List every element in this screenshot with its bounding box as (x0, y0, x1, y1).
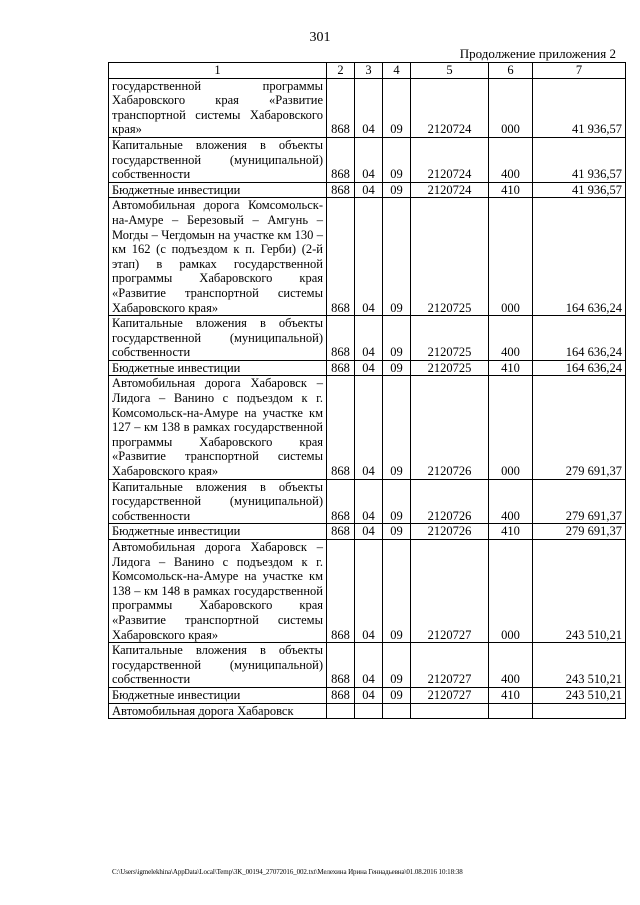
header-cell: 6 (489, 63, 533, 79)
code-cell: 2120724 (411, 137, 489, 182)
col3-cell: 04 (355, 360, 383, 376)
name-cell: Бюджетные инвестиции (109, 687, 327, 703)
type-cell: 000 (489, 540, 533, 643)
col4-cell: 09 (383, 643, 411, 688)
name-cell: Бюджетные инвестиции (109, 182, 327, 198)
col2-cell: 868 (327, 376, 355, 479)
header-cell: 5 (411, 63, 489, 79)
continuation-label: Продолжение приложения 2 (459, 46, 616, 61)
code-cell: 2120724 (411, 182, 489, 198)
col3-cell: 04 (355, 479, 383, 524)
col2-cell: 868 (327, 643, 355, 688)
code-cell (411, 703, 489, 719)
col4-cell: 09 (383, 360, 411, 376)
type-cell: 410 (489, 524, 533, 540)
name-cell: Автомобильная дорога Хабаровск (109, 703, 327, 719)
type-cell: 400 (489, 479, 533, 524)
col2-cell (327, 703, 355, 719)
budget-table-container (108, 62, 626, 719)
code-cell: 2120726 (411, 524, 489, 540)
type-cell: 400 (489, 316, 533, 361)
code-cell: 2120727 (411, 540, 489, 643)
col2-cell: 868 (327, 479, 355, 524)
amount-cell: 279 691,37 (533, 524, 626, 540)
amount-cell: 41 936,57 (533, 78, 626, 137)
table-row (109, 643, 626, 688)
header-cell: 3 (355, 63, 383, 79)
table-row (109, 360, 626, 376)
type-cell: 000 (489, 198, 533, 316)
code-cell: 2120724 (411, 78, 489, 137)
col3-cell: 04 (355, 78, 383, 137)
code-cell: 2120727 (411, 643, 489, 688)
col2-cell: 868 (327, 687, 355, 703)
col4-cell (383, 703, 411, 719)
amount-cell: 243 510,21 (533, 687, 626, 703)
table-row (109, 703, 626, 719)
col3-cell: 04 (355, 643, 383, 688)
amount-cell: 164 636,24 (533, 316, 626, 361)
col3-cell: 04 (355, 182, 383, 198)
name-cell: Автомобильная дорога Комсомольск-на-Амуре – Березовый – Амгунь – Могды – Чегдомын на участке км 130 – км 162 (с подъездом к п. Герби) (2-й этап) в рамках государственной программы Хабаровского края «Развитие транспортной системы Хабаровского края» (109, 198, 327, 316)
header-cell: 1 (109, 63, 327, 79)
header-cell: 7 (533, 63, 626, 79)
col4-cell: 09 (383, 182, 411, 198)
footer-file-path: C:\Users\igmelekhina\AppData\Local\Temp\3K_00194_27072016_002.txt\Мелехина Ирина Геннадьевна\01.08.2016 10:18:38 (112, 868, 463, 876)
name-cell: Автомобильная дорога Хабаровск – Лидога – Ванино с подъездом к г. Комсомольск-на-Амуре на участке км 138 – км 148 в рамках государственной программы Хабаровского края «Развитие транспортной системы Хабаровского края» (109, 540, 327, 643)
col2-cell: 868 (327, 360, 355, 376)
amount-cell: 243 510,21 (533, 643, 626, 688)
col3-cell: 04 (355, 524, 383, 540)
col3-cell: 04 (355, 376, 383, 479)
code-cell: 2120726 (411, 376, 489, 479)
code-cell: 2120726 (411, 479, 489, 524)
amount-cell: 41 936,57 (533, 137, 626, 182)
amount-cell: 164 636,24 (533, 360, 626, 376)
table-row (109, 687, 626, 703)
table-row (109, 137, 626, 182)
type-cell: 000 (489, 376, 533, 479)
name-cell: государственной программы Хабаровского края «Развитие транспортной системы Хабаровского края» (109, 78, 327, 137)
col4-cell: 09 (383, 524, 411, 540)
amount-cell (533, 703, 626, 719)
amount-cell: 243 510,21 (533, 540, 626, 643)
col2-cell: 868 (327, 198, 355, 316)
budget-table-body (109, 63, 626, 719)
code-cell: 2120725 (411, 316, 489, 361)
table-header-row (109, 63, 626, 79)
col3-cell: 04 (355, 687, 383, 703)
table-row (109, 316, 626, 361)
type-cell (489, 703, 533, 719)
amount-cell: 164 636,24 (533, 198, 626, 316)
col2-cell: 868 (327, 540, 355, 643)
name-cell: Капитальные вложения в объекты государственной (муниципальной) собственности (109, 137, 327, 182)
name-cell: Капитальные вложения в объекты государственной (муниципальной) собственности (109, 479, 327, 524)
col3-cell (355, 703, 383, 719)
col2-cell: 868 (327, 78, 355, 137)
col4-cell: 09 (383, 137, 411, 182)
col2-cell: 868 (327, 316, 355, 361)
table-row (109, 540, 626, 643)
col2-cell: 868 (327, 137, 355, 182)
table-row (109, 182, 626, 198)
col4-cell: 09 (383, 687, 411, 703)
code-cell: 2120727 (411, 687, 489, 703)
col3-cell: 04 (355, 316, 383, 361)
col2-cell: 868 (327, 182, 355, 198)
name-cell: Автомобильная дорога Хабаровск – Лидога – Ванино с подъездом к г. Комсомольск-на-Амуре на участке км 127 – км 138 в рамках государственной программы Хабаровского края «Развитие транспортной системы Хабаровского края» (109, 376, 327, 479)
name-cell: Бюджетные инвестиции (109, 524, 327, 540)
table-row (109, 376, 626, 479)
col4-cell: 09 (383, 198, 411, 316)
col3-cell: 04 (355, 137, 383, 182)
header-cell: 2 (327, 63, 355, 79)
col4-cell: 09 (383, 479, 411, 524)
type-cell: 410 (489, 360, 533, 376)
col3-cell: 04 (355, 198, 383, 316)
code-cell: 2120725 (411, 360, 489, 376)
name-cell: Бюджетные инвестиции (109, 360, 327, 376)
col3-cell: 04 (355, 540, 383, 643)
type-cell: 000 (489, 78, 533, 137)
name-cell: Капитальные вложения в объекты государственной (муниципальной) собственности (109, 316, 327, 361)
amount-cell: 279 691,37 (533, 479, 626, 524)
col4-cell: 09 (383, 376, 411, 479)
name-cell: Капитальные вложения в объекты государственной (муниципальной) собственности (109, 643, 327, 688)
code-cell: 2120725 (411, 198, 489, 316)
amount-cell: 41 936,57 (533, 182, 626, 198)
col4-cell: 09 (383, 316, 411, 361)
table-row (109, 78, 626, 137)
col4-cell: 09 (383, 78, 411, 137)
page-number: 301 (309, 30, 331, 45)
header-cell: 4 (383, 63, 411, 79)
table-row (109, 524, 626, 540)
type-cell: 410 (489, 687, 533, 703)
col2-cell: 868 (327, 524, 355, 540)
type-cell: 400 (489, 643, 533, 688)
budget-table (108, 62, 626, 719)
type-cell: 400 (489, 137, 533, 182)
table-row (109, 479, 626, 524)
amount-cell: 279 691,37 (533, 376, 626, 479)
col4-cell: 09 (383, 540, 411, 643)
table-row (109, 198, 626, 316)
type-cell: 410 (489, 182, 533, 198)
